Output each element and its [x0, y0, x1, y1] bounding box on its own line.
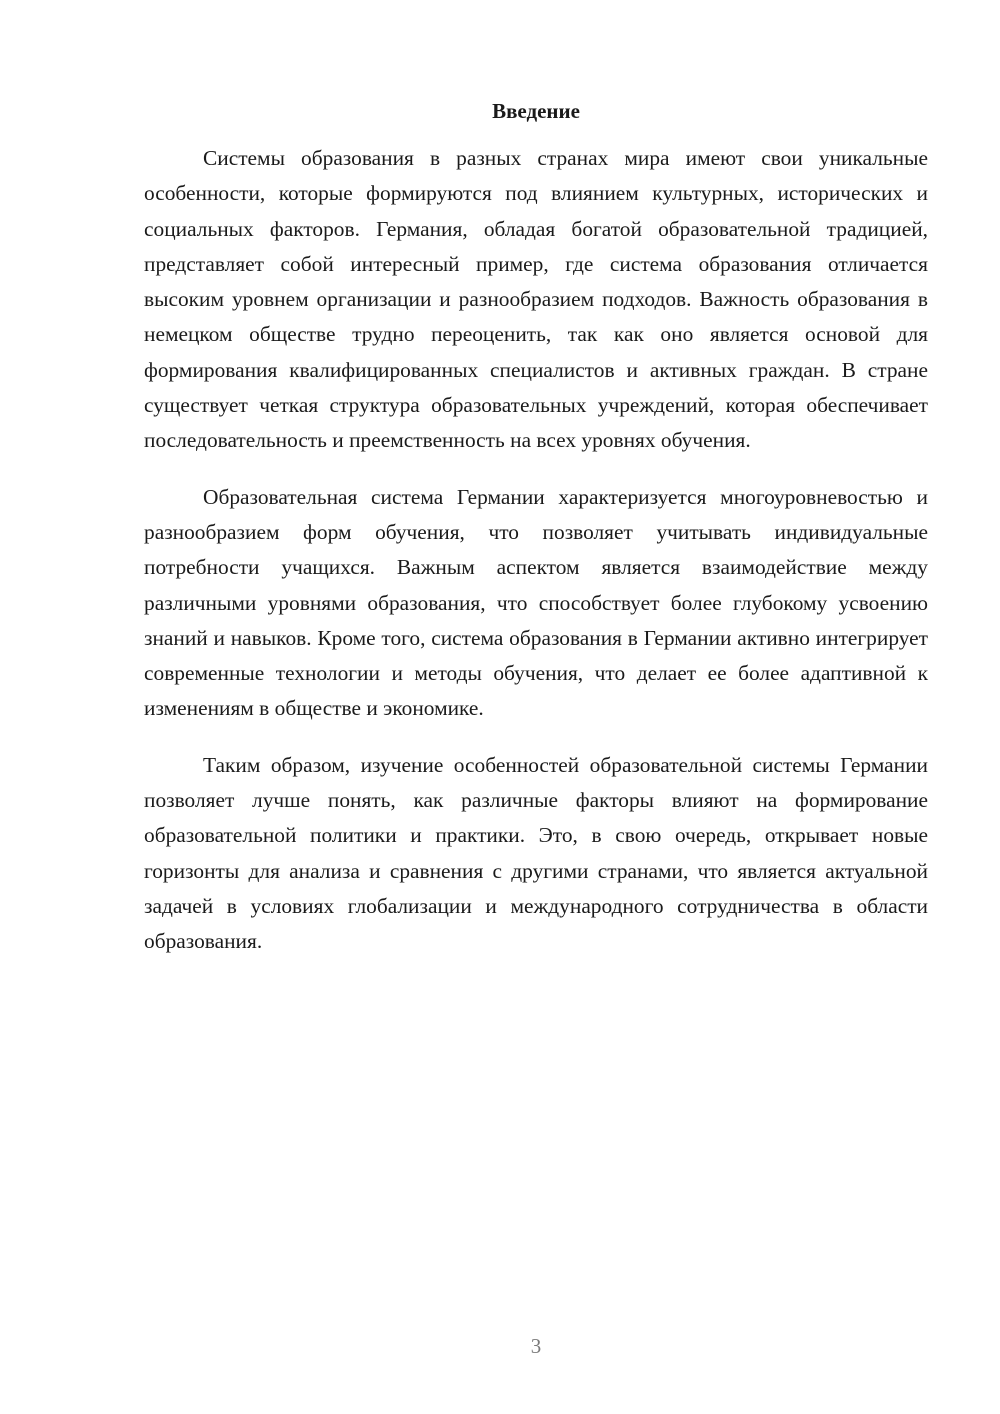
section-heading: Введение — [492, 99, 580, 123]
paragraph-1: Системы образования в разных странах мира имеют свои уникальные особенности, которые формируются под влиянием культурных, исторических и социальных факторов. Германия, обладая богатой образовательной традицией, представляет собой интересный пример, где система образования отличается высоким уровнем организации и разнообразием подходов. Важность образования в немецком обществе трудно переоценить, так как оно является основой для формирования квалифицированных специалистов и активных граждан. В стране существует четкая структура образовательных учреждений, которая обеспечивает последовательность и преемственность на всех уровнях обучения. — [144, 146, 928, 453]
document-page — [144, 0, 928, 1414]
page-number: 3 — [530, 1334, 542, 1358]
paragraph-3: Таким образом, изучение особенностей образовательной системы Германии позволяет лучше понять, как различные факторы влияют на формирование образовательной политики и практики. Это, в свою очередь, открывает новые горизонты для анализа и сравнения с другими странами, что является актуальной задачей в условиях глобализации и международного сотрудничества в области образования. — [144, 752, 928, 954]
paragraph-2: Образовательная система Германии характеризуется многоуровневостью и разнообразием форм обучения, что позволяет учитывать индивидуальные потребности учащихся. Важным аспектом является взаимодействие между различными уровнями образования, что способствует более глубокому усвоению знаний и навыков. Кроме того, система образования в Германии активно интегрирует современные технологии и методы обучения, что делает ее более адаптивной к изменениям в обществе и экономике. — [144, 484, 928, 721]
body-text — [144, 141, 928, 981]
